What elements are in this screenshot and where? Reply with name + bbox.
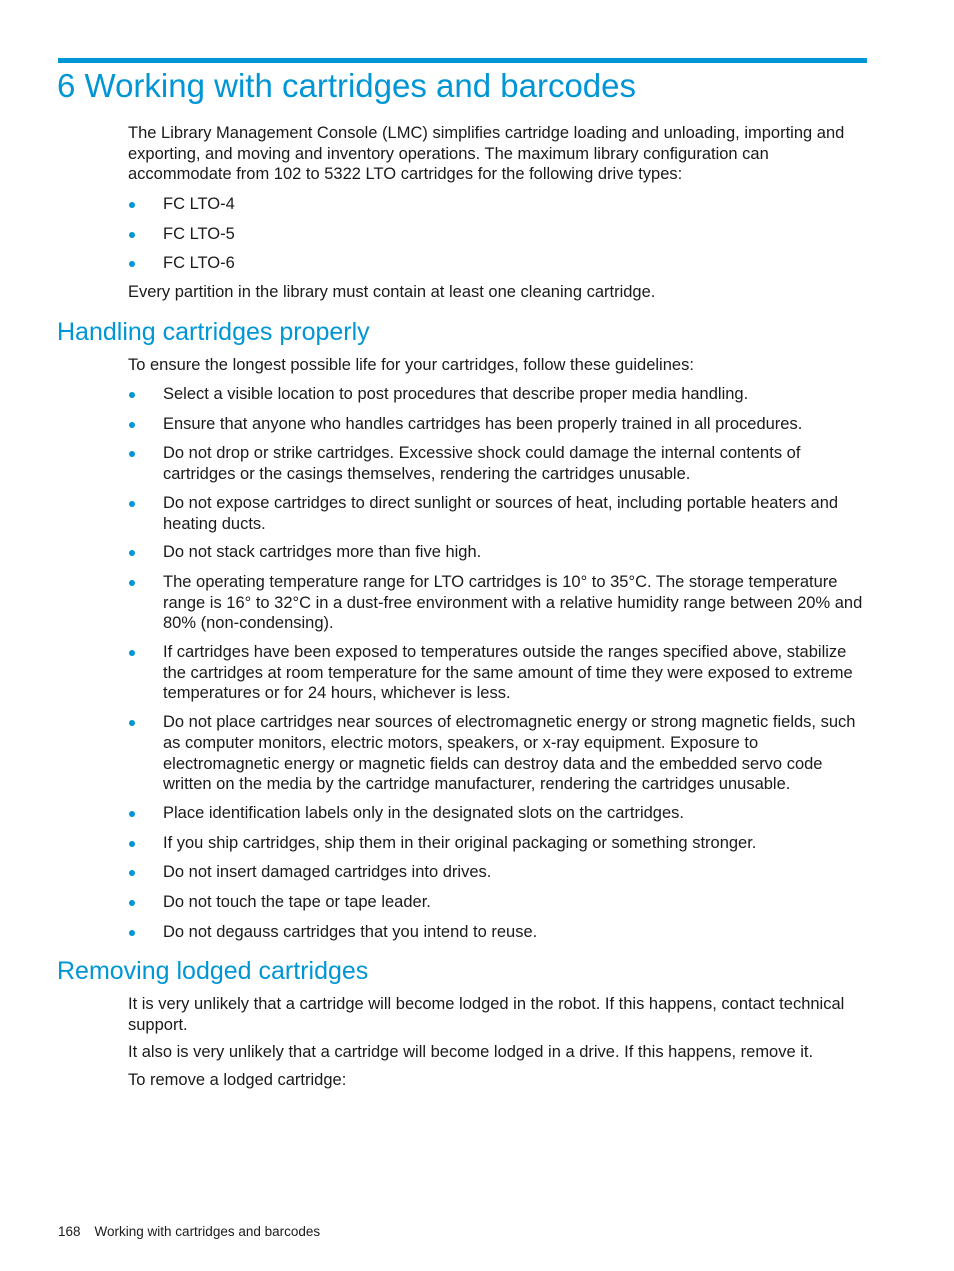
list-item: If you ship cartridges, ship them in their original packaging or something stronger. <box>128 833 873 854</box>
bullet-icon <box>129 811 135 817</box>
chapter-rule <box>58 58 867 63</box>
list-item: Place identification labels only in the designated slots on the cartridges. <box>128 803 873 824</box>
bullet-icon <box>129 900 135 906</box>
bullet-icon <box>129 720 135 726</box>
list-item: Do not drop or strike cartridges. Excessive shock could damage the internal contents of cartridges or the casings themselves, rendering the cartridges unusable. <box>128 443 873 484</box>
bullet-icon <box>129 650 135 656</box>
list-item: FC LTO-5 <box>128 224 873 245</box>
list-item: Do not place cartridges near sources of electromagnetic energy or strong magnetic fields, such as computer monitors, electric motors, speakers, or x-ray equipment. Exposure to electromagnetic energy or magnetic fields can destroy data and the embedded servo code written on the media by the cartridge manufacturer, rendering the cartridges unusable. <box>128 712 873 795</box>
drive-type-list <box>128 194 873 274</box>
bullet-icon <box>129 930 135 936</box>
list-item: Do not touch the tape or tape leader. <box>128 892 873 913</box>
list-item: Ensure that anyone who handles cartridges has been properly trained in all procedures. <box>128 414 873 435</box>
list-item: Do not degauss cartridges that you intend to reuse. <box>128 922 873 943</box>
bullet-icon <box>129 870 135 876</box>
list-item: FC LTO-4 <box>128 194 873 215</box>
list-item: FC LTO-6 <box>128 253 873 274</box>
bullet-icon <box>129 451 135 457</box>
running-title: Working with cartridges and barcodes <box>94 1224 321 1239</box>
bullet-icon <box>129 580 135 586</box>
list-item: Select a visible location to post procedures that describe proper media handling. <box>128 384 873 405</box>
bullet-icon <box>129 202 135 208</box>
list-item: The operating temperature range for LTO cartridges is 10° to 35°C. The storage temperature range is 16° to 32°C in a dust-free environment with a relative humidity range between 20% and 80% (non-condensing). <box>128 572 873 634</box>
page-footer <box>58 1223 320 1241</box>
removing-paragraph-robot: It is very unlikely that a cartridge will become lodged in the robot. If this happens, contact technical support. <box>128 995 845 1034</box>
removing-paragraph-procedure: To remove a lodged cartridge: <box>128 1071 347 1089</box>
section-heading-removing: Removing lodged cartridges <box>57 957 369 985</box>
list-item: Do not stack cartridges more than five high. <box>128 542 873 563</box>
bullet-icon <box>129 422 135 428</box>
removing-paragraph-drive: It also is very unlikely that a cartridge will become lodged in a drive. If this happens, remove it. <box>128 1043 814 1061</box>
bullet-icon <box>129 841 135 847</box>
bullet-icon <box>129 392 135 398</box>
page-number: 168 <box>58 1224 81 1239</box>
list-item: Do not expose cartridges to direct sunlight or sources of heat, including portable heaters and heating ducts. <box>128 493 873 534</box>
bullet-icon <box>129 550 135 556</box>
bullet-icon <box>129 232 135 238</box>
bullet-icon <box>129 261 135 267</box>
cleaning-note: Every partition in the library must contain at least one cleaning cartridge. <box>128 283 656 301</box>
guideline-list <box>128 384 873 942</box>
list-item: If cartridges have been exposed to temperatures outside the ranges specified above, stabilize the cartridges at room temperature for the same amount of time they were exposed to extreme temperatures or for 24 hours, whichever is less. <box>128 642 873 704</box>
list-item: Do not insert damaged cartridges into drives. <box>128 862 873 883</box>
handling-lead: To ensure the longest possible life for your cartridges, follow these guidelines: <box>128 356 694 374</box>
chapter-title: 6 Working with cartridges and barcodes <box>57 67 637 104</box>
bullet-icon <box>129 501 135 507</box>
section-heading-handling: Handling cartridges properly <box>57 318 370 346</box>
intro-paragraph: The Library Management Console (LMC) simplifies cartridge loading and unloading, importing and exporting, and moving and inventory operations. The maximum library configuration can accommodate from 102 to 5322 LTO cartridges for the following drive types: <box>128 124 845 184</box>
